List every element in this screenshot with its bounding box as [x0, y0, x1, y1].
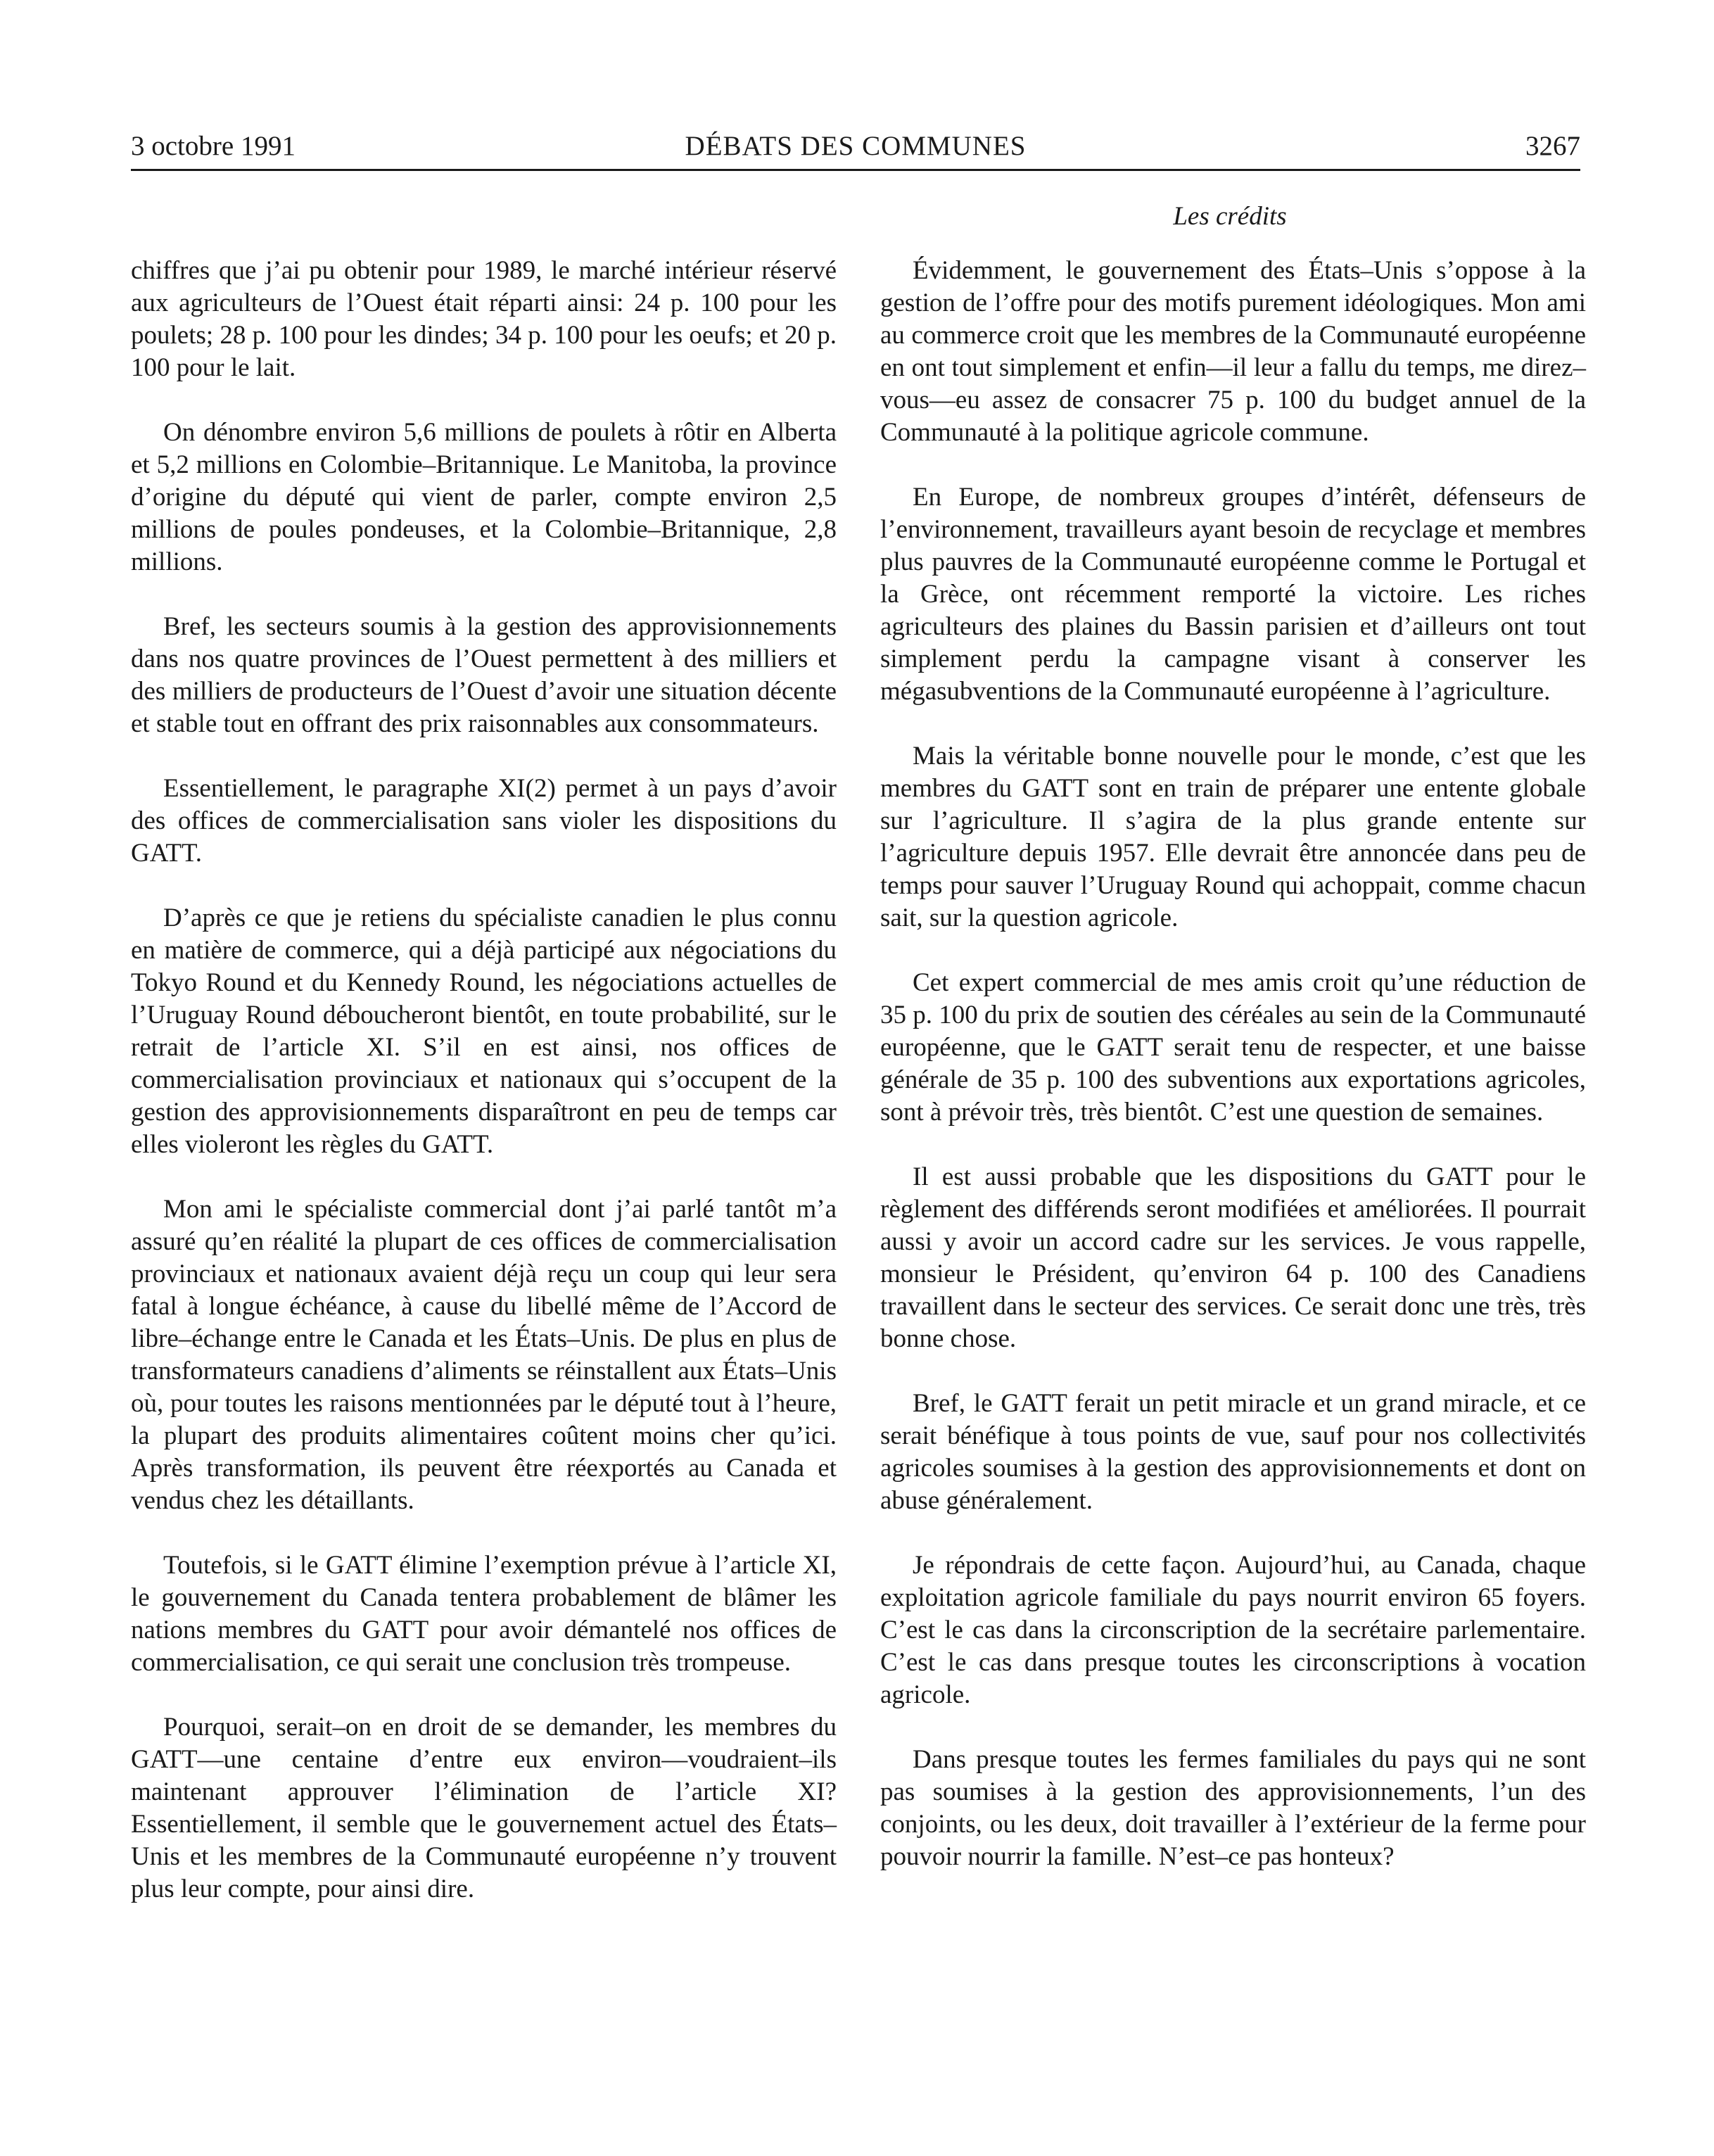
paragraph: Mon ami le spécialiste commercial dont j’ai parlé tantôt m’a assuré qu’en réalité la plupart de ces offices de commercialisation provinciaux et nationaux avaient déjà reçu un coup qui leur sera fatal à longue échéance, à cause du libellé même de l’Accord de libre–échange entre le Canada et les États–Unis. De plus en plus de transformateurs canadiens d’aliments se réinstallent aux États–Unis où, pour toutes les raisons mentionnées par le député tout à l’heure, la plupart des produits alimentaires coûtent moins cher qu’ici. Après transformation, ils peuvent être réexportés au Canada et vendus chez les détaillants.	[131, 1195, 837, 1515]
section-title: Les crédits	[1173, 202, 1287, 231]
paragraph: Essentiellement, le paragraphe XI(2) permet à un pays d’avoir des offices de commercialisation sans violer les dispositions du GATT.	[131, 774, 837, 868]
paragraph: Mais la véritable bonne nouvelle pour le monde, c’est que les membres du GATT sont en train de préparer une entente globale sur l’agriculture. Il s’agira de la plus grande entente sur l’agriculture depuis 1957. Elle devrait être annoncée dans peu de temps pour sauver l’Uruguay Round qui achoppait, comme chacun sait, sur la question agricole.	[880, 742, 1586, 932]
page-header	[131, 125, 1580, 167]
paragraph: Bref, les secteurs soumis à la gestion des approvisionnements dans nos quatre provinces de l’Ouest permettent à des milliers et des milliers de producteurs de l’Ouest d’avoir une situation décente et stable tout en offrant des prix raisonnables aux consommateurs.	[131, 612, 837, 738]
left-column	[131, 255, 837, 1938]
paragraph: chiffres que j’ai pu obtenir pour 1989, le marché intérieur réservé aux agriculteurs de l’Ouest était réparti ainsi: 24 p. 100 pour les poulets; 28 p. 100 pour les dindes; 34 p. 100 pour les oeufs; et 20 p. 100 pour le lait.	[131, 256, 837, 382]
header-page-number: 3267	[1525, 131, 1580, 161]
header-date: 3 octobre 1991	[131, 131, 296, 161]
paragraph: D’après ce que je retiens du spécialiste canadien le plus connu en matière de commerce, qui a déjà participé aux négociations du Tokyo Round et du Kennedy Round, les négociations actuelles de l’Uruguay Round déboucheront bientôt, en toute probabilité, sur le retrait de l’article XI. S’il en est ainsi, nos offices de commercialisation provinciaux et nationaux qui s’occupent de la gestion des approvisionnements disparaîtront en peu de temps car elles violeront les règles du GATT.	[131, 903, 837, 1159]
paragraph: Toutefois, si le GATT élimine l’exemption prévue à l’article XI, le gouvernement du Canada tentera probablement de blâmer les nations membres du GATT pour avoir démantelé nos offices de commercialisation, ce qui serait une conclusion très trompeuse.	[131, 1551, 837, 1677]
paragraph: Cet expert commercial de mes amis croit qu’une réduction de 35 p. 100 du prix de soutien des céréales au sein de la Communauté européenne, que le GATT serait tenu de respecter, et une baisse générale de 35 p. 100 des subventions aux exportations agricoles, sont à prévoir très, très bientôt. C’est une question de semaines.	[880, 968, 1586, 1127]
right-column	[880, 255, 1586, 1905]
paragraph: Évidemment, le gouvernement des États–Unis s’oppose à la gestion de l’offre pour des motifs purement idéologiques. Mon ami au commerce croit que les membres de la Communauté européenne en ont tout simplement et enfin—il leur a fallu du temps, me direz–vous—eu assez de consacrer 75 p. 100 du budget annuel de la Communauté à la politique agricole commune.	[880, 256, 1586, 447]
paragraph: Il est aussi probable que les dispositions du GATT pour le règlement des différends seront modifiées et améliorées. Il pourrait aussi y avoir un accord cadre sur les services. Je vous rappelle, monsieur le Président, qu’environ 64 p. 100 des Canadiens travaillent dans le secteur des services. Ce serait donc une très, très bonne chose.	[880, 1162, 1586, 1353]
paragraph: Bref, le GATT ferait un petit miracle et un grand miracle, et ce serait bénéfique à tous points de vue, sauf pour nos collectivités agricoles soumises à la gestion des approvisionnements et dont on abuse généralement.	[880, 1389, 1586, 1515]
paragraph: Dans presque toutes les fermes familiales du pays qui ne sont pas soumises à la gestion des approvisionnements, l’un des conjoints, ou les deux, doit travailler à l’extérieur de la ferme pour pouvoir nourrir la famille. N’est–ce pas honteux?	[880, 1745, 1586, 1871]
header-rule	[131, 169, 1580, 171]
paragraph: Pourquoi, serait–on en droit de se demander, les membres du GATT—une centaine d’entre eux environ—voudraient–ils maintenant approuver l’élimination de l’article XI? Essentiellement, il semble que le gouvernement actuel des États–Unis et les membres de la Communauté européenne n’y trouvent plus leur compte, pour ainsi dire.	[131, 1713, 837, 1903]
paragraph: Je répondrais de cette façon. Aujourd’hui, au Canada, chaque exploitation agricole familiale du pays nourrit environ 65 foyers. C’est le cas dans la circonscription de la secrétaire parlementaire. C’est le cas dans presque toutes les circonscriptions à vocation agricole.	[880, 1551, 1586, 1709]
paragraph: En Europe, de nombreux groupes d’intérêt, défenseurs de l’environnement, travailleurs ayant besoin de recyclage et membres plus pauvres de la Communauté européenne comme le Portugal et la Grèce, ont récemment remporté la victoire. Les riches agriculteurs des plaines du Bassin parisien et d’ailleurs ont tout simplement perdu la campagne visant à conserver les mégasubventions de la Communauté européenne à l’agriculture.	[880, 483, 1586, 706]
header-title: DÉBATS DES COMMUNES	[685, 131, 1027, 161]
paragraph: On dénombre environ 5,6 millions de poulets à rôtir en Alberta et 5,2 millions en Colombie–Britannique. Le Manitoba, la province d’origine du député qui vient de parler, compte environ 2,5 millions de poules pondeuses, et la Colombie–Britannique, 2,8 millions.	[131, 418, 837, 576]
